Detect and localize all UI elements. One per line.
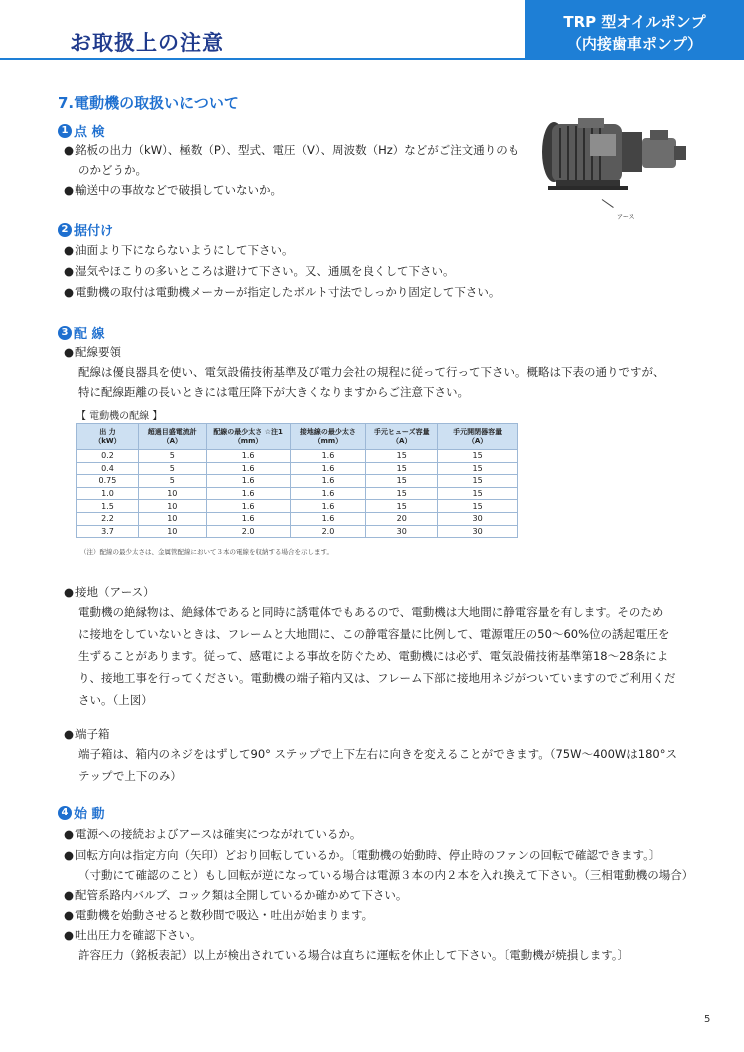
table-cell: 10 [138, 512, 206, 525]
inspection-line: ● 銘板の出力（kW）、極数（P）、型式、電圧（V）、周波数（Hz）などがご注文通りのも [64, 142, 519, 158]
number-badge: 1 [58, 124, 72, 138]
table-header [77, 424, 139, 450]
table-header [290, 424, 366, 450]
earth-line: さい。（上図） [78, 693, 153, 707]
table-cell: 15 [438, 450, 518, 463]
header-rule [0, 58, 525, 60]
subsection-wiring [58, 323, 105, 342]
table-cell: 5 [138, 462, 206, 475]
table-header [366, 424, 438, 450]
startup-line: （寸動にて確認のこと）もし回転が逆になっている場合は電源３本の内２本を入れ換えて下さい。（三相電動機の場合） [78, 868, 694, 882]
table-header-text: 超過目盛電流計 [147, 427, 197, 436]
subsection-installation [58, 220, 113, 239]
wiring-requirements-title: ● 配線要領 [64, 344, 121, 360]
motor-photo [538, 114, 690, 196]
table-header-text: （A） [392, 436, 412, 445]
table-header-text: （mm） [233, 436, 263, 445]
section-title: 7.電動機の取扱いについて [58, 94, 239, 112]
table-cell: 1.6 [206, 500, 290, 513]
table-header-text: （mm） [313, 436, 343, 445]
earth-line: 電動機の絶縁物は、絶縁体であると同時に誘電体でもあるので、電動機は大地間に静電容量を有します。そのため [78, 605, 664, 619]
earth-label: アース [617, 214, 635, 221]
table-cell: 15 [438, 487, 518, 500]
terminal-title: ● 端子箱 [64, 726, 110, 742]
earth-line: り、接地工事を行ってください。電動機の端子箱内又は、フレーム下部に接地用ネジがついていますのでご利用くだ [78, 671, 676, 685]
table-cell: 1.6 [206, 450, 290, 463]
subsection-title: 配 線 [74, 327, 105, 342]
number-badge: 3 [58, 326, 72, 340]
table-cell: 1.0 [77, 487, 139, 500]
table-cell: 15 [438, 475, 518, 488]
page-header [0, 0, 744, 60]
table-cell: 15 [366, 475, 438, 488]
table-cell: 3.7 [77, 525, 139, 538]
table-header [438, 424, 518, 450]
table-header-text: 出 力 [99, 427, 116, 436]
table-cell: 1.6 [206, 475, 290, 488]
table-cell: 1.6 [290, 487, 366, 500]
table-row [77, 462, 518, 475]
earth-leader-line [602, 199, 614, 208]
inspection-line: のかどうか。 [78, 163, 147, 177]
startup-line: ● 回転方向は指定方向（矢印）どおり回転しているか。〔電動機の始動時、停止時のファンの回転で確認できます。〕 [64, 847, 660, 863]
table-header-text: 配線の最少太さ ☆注1 [213, 427, 283, 436]
table-cell: 5 [138, 450, 206, 463]
table-cell: 1.6 [290, 462, 366, 475]
subsection-startup [58, 803, 105, 822]
subsection-inspection [58, 121, 105, 140]
page-number: 5 [704, 1014, 711, 1025]
wiring-table [76, 423, 518, 538]
table-cell: 30 [438, 512, 518, 525]
table-header-text: 手元ヒューズ容量 [373, 427, 430, 436]
table-cell: 15 [366, 500, 438, 513]
earth-line: 生ずることがあります。従って、感電による事故を防ぐため、電動機には必ず、電気設備技術基準第18～28条によ [78, 649, 669, 663]
inspection-line: ● 輸送中の事故などで破損していないか。 [64, 182, 282, 198]
table-row [77, 500, 518, 513]
startup-line: ● 電源への接続およびアースは確実につながれているか。 [64, 826, 361, 842]
page-title: お取扱上の注意 [70, 31, 224, 55]
table-cell: 20 [366, 512, 438, 525]
product-badge [525, 0, 744, 60]
installation-line: ● 電動機の取付は電動機メーカーが指定したボルト寸法でしっかり固定して下さい。 [64, 284, 500, 300]
table-cell: 30 [438, 525, 518, 538]
table-cell: 0.4 [77, 462, 139, 475]
table-header-text: 接地線の最少太さ [299, 427, 356, 436]
table-cell: 1.5 [77, 500, 139, 513]
table-cell: 15 [438, 462, 518, 475]
table-cell: 1.6 [290, 475, 366, 488]
table-header-text: （A） [162, 436, 182, 445]
table-cell: 15 [366, 450, 438, 463]
table-cell: 15 [366, 487, 438, 500]
table-cell: 1.6 [206, 512, 290, 525]
table-row [77, 487, 518, 500]
table-header-text: （kW） [94, 436, 121, 445]
table-cell: 0.2 [77, 450, 139, 463]
subsection-title: 据付け [74, 224, 114, 239]
table-row [77, 512, 518, 525]
startup-line: ● 配管系路内バルブ、コック類は全開しているか確かめて下さい。 [64, 887, 407, 903]
table-cell: 2.2 [77, 512, 139, 525]
table-row [77, 475, 518, 488]
table-cell: 2.0 [290, 525, 366, 538]
table-cell: 0.75 [77, 475, 139, 488]
startup-line: 許容圧力（銘板表記）以上が検出されている場合は直ちに運転を休止して下さい。〔電動機が焼損します。〕 [78, 948, 630, 962]
table-header-text: 手元開閉器容量 [453, 427, 503, 436]
table-header-row [77, 424, 518, 450]
subsection-title: 始 動 [74, 807, 105, 822]
table-cell: 10 [138, 525, 206, 538]
table-header-text: （A） [467, 436, 488, 445]
startup-line: ● 電動機を始動させると数秒間で吸込・吐出が始まります。 [64, 907, 373, 923]
table-row [77, 450, 518, 463]
startup-line: ● 吐出圧力を確認下さい。 [64, 927, 202, 943]
earth-line: に接地をしていないときは、フレームと大地間に、この静電容量に比例して、電源電圧の50～60%位の誘起電圧を [78, 627, 670, 641]
table-cell: 10 [138, 500, 206, 513]
table-title: 【 電動機の配線 】 [76, 411, 163, 422]
table-cell: 30 [366, 525, 438, 538]
number-badge: 4 [58, 806, 72, 820]
table-cell: 1.6 [206, 487, 290, 500]
table-cell: 15 [366, 462, 438, 475]
number-badge: 2 [58, 223, 72, 237]
table-cell: 15 [438, 500, 518, 513]
table-cell: 1.6 [290, 450, 366, 463]
product-subname: （内接歯車ポンプ） [566, 35, 703, 53]
table-cell: 1.6 [290, 500, 366, 513]
terminal-line: テップで上下のみ） [78, 769, 182, 783]
table-cell: 1.6 [206, 462, 290, 475]
wiring-line: 配線は優良器具を使い、電気設備技術基準及び電力会社の規程に従って行って下さい。概略は下表の通りですが、 [78, 365, 665, 379]
table-note: （注）配線の最少太さは、金属管配線において３本の電線を収納する場合を示します。 [80, 548, 333, 556]
table-header [206, 424, 290, 450]
table-cell: 1.6 [290, 512, 366, 525]
earth-title: ● 接地（アース） [64, 584, 155, 600]
installation-line: ● 湿気やほこりの多いところは避けて下さい。又、通風を良くして下さい。 [64, 263, 455, 279]
terminal-line: 端子箱は、箱内のネジをはずして90° ステップで上下左右に向きを変えることができます。（75W～400Wは180°ス [78, 747, 678, 761]
installation-line: ● 油面より下にならないようにして下さい。 [64, 242, 294, 258]
table-row [77, 525, 518, 538]
subsection-title: 点 検 [74, 125, 105, 140]
table-cell: 5 [138, 475, 206, 488]
wiring-line: 特に配線距離の長いときには電圧降下が大きくなりますからご注意下さい。 [78, 385, 469, 399]
product-name: TRP 型オイルポンプ [563, 13, 706, 31]
table-cell: 10 [138, 487, 206, 500]
table-cell: 2.0 [206, 525, 290, 538]
table-header [138, 424, 206, 450]
